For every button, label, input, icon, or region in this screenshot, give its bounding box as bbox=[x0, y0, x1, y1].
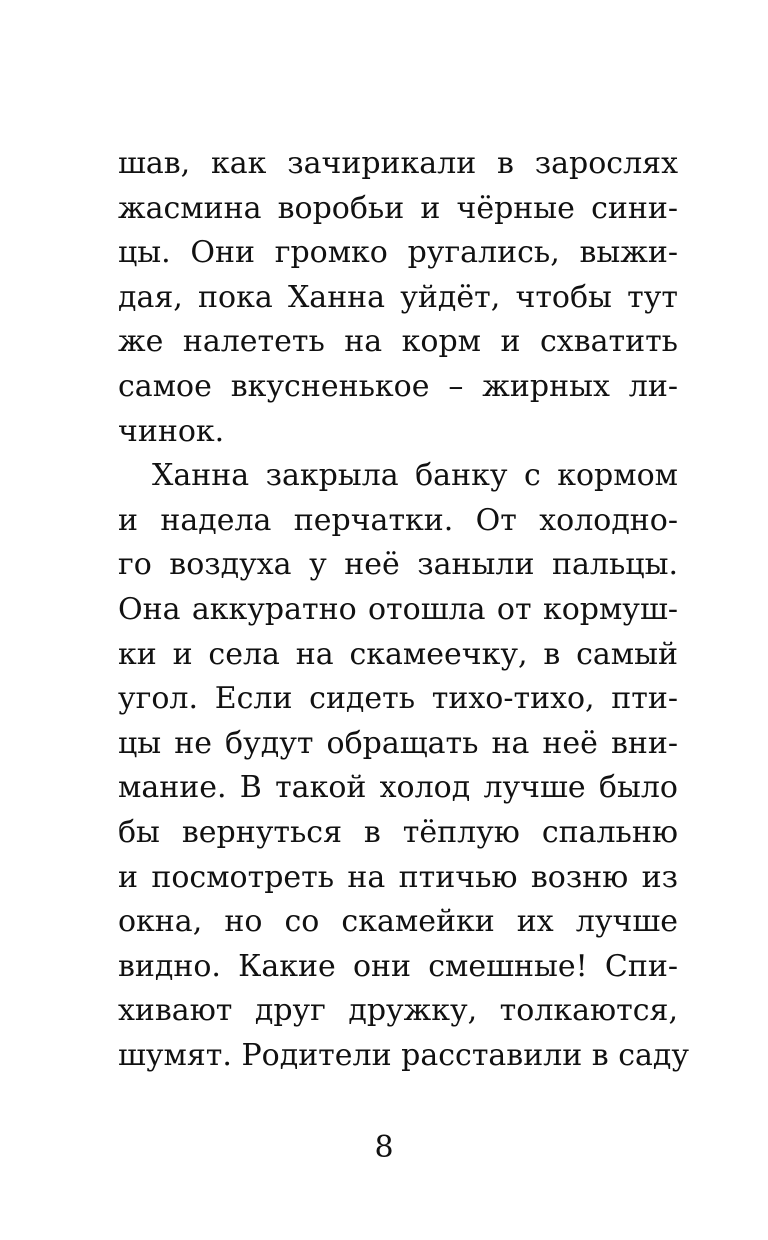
text-line: окна, но со скамейки их лучше bbox=[118, 904, 678, 940]
text-line: видно. Какие они смешные! Спи- bbox=[118, 948, 678, 984]
page-number: 8 bbox=[374, 1130, 394, 1165]
text-line: цы не будут обращать на неё вни- bbox=[118, 725, 678, 761]
text-line: дая, пока Ханна уйдёт, чтобы тут bbox=[118, 279, 678, 315]
text-line: ки и села на скамеечку, в самый bbox=[118, 636, 678, 672]
text-line: бы вернуться в тёплую спальню bbox=[118, 814, 678, 850]
text-line: же налететь на корм и схватить bbox=[118, 324, 678, 360]
text-line: Она аккуратно отошла от кормуш- bbox=[118, 591, 678, 627]
text-line: чинок. bbox=[118, 413, 225, 449]
text-line: и надела перчатки. От холодно- bbox=[118, 502, 678, 538]
text-line: угол. Если сидеть тихо-тихо, пти- bbox=[118, 681, 678, 717]
text-line: жасмина воробьи и чёрные сини- bbox=[118, 190, 678, 226]
text-line: хивают друг дружку, толкаются, bbox=[118, 993, 678, 1029]
text-line: го воздуха у неё заныли пальцы. bbox=[118, 547, 678, 583]
text-line: шумят. Родители расставили в саду bbox=[118, 1037, 690, 1073]
text-line: цы. Они громко ругались, выжи- bbox=[118, 235, 678, 271]
text-line: Ханна закрыла банку с кормом bbox=[152, 458, 678, 494]
text-line: шав, как зачирикали в зарослях bbox=[118, 146, 678, 181]
text-line: мание. В такой холод лучше было bbox=[118, 770, 678, 806]
text-line: и посмотреть на птичью возню из bbox=[118, 859, 678, 895]
text-line: самое вкусненькое – жирных ли- bbox=[118, 368, 678, 404]
body-text bbox=[118, 142, 690, 1078]
